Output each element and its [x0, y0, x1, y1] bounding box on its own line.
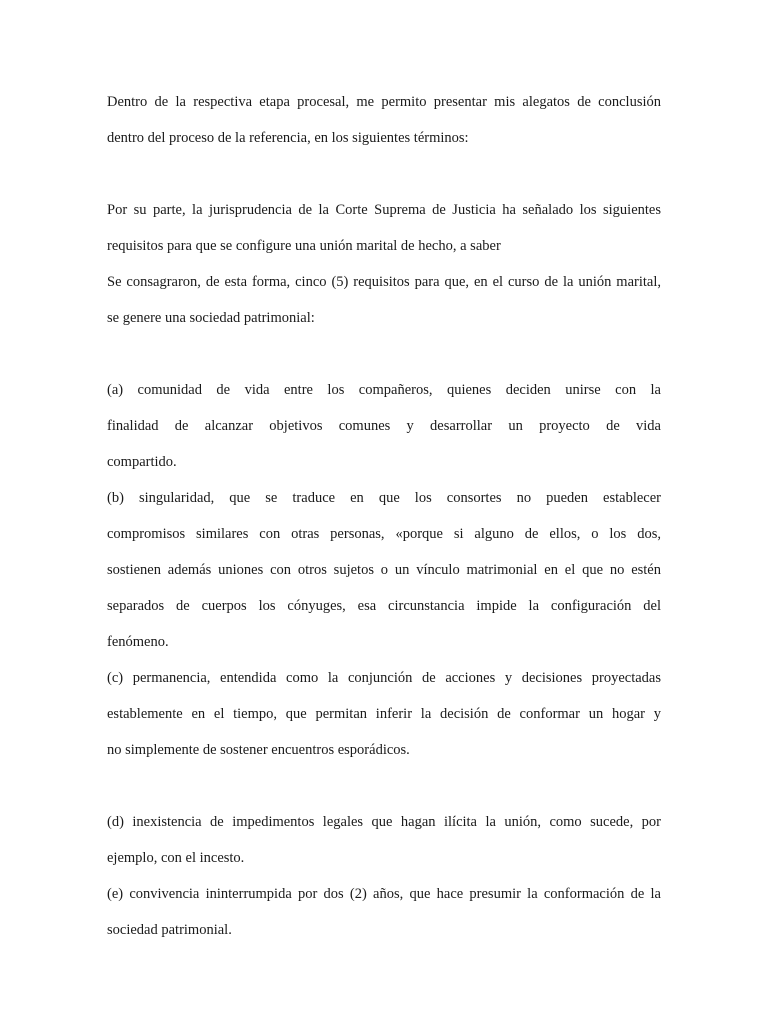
- text-line: fenómeno.: [107, 634, 169, 650]
- requirement-item-d: [107, 804, 661, 876]
- text-line: (e) convivencia ininterrumpida por dos (2) años, que hace presumir la conformación de la: [107, 886, 661, 902]
- text-line: Dentro de la respectiva etapa procesal, me permito presentar mis alegatos de conclusión: [107, 94, 661, 110]
- consagraron-paragraph: [107, 264, 661, 336]
- text-line: sostienen además uniones con otros sujetos o un vínculo matrimonial en el que no estén: [107, 562, 661, 578]
- text-line: no simplemente de sostener encuentros esporádicos.: [107, 742, 410, 758]
- text-line: (d) inexistencia de impedimentos legales que hagan ilícita la unión, como sucede, por: [107, 814, 661, 830]
- paragraph-gap: [107, 336, 661, 372]
- text-line: (c) permanencia, entendida como la conjunción de acciones y decisiones proyectadas: [107, 670, 661, 686]
- jurisprudence-paragraph: [107, 192, 661, 264]
- paragraph-gap: [107, 156, 661, 192]
- text-line: (b) singularidad, que se traduce en que los consortes no pueden establecer: [107, 490, 661, 506]
- requirement-item-b: [107, 480, 661, 660]
- text-line: (a) comunidad de vida entre los compañeros, quienes deciden unirse con la: [107, 382, 661, 398]
- text-line: sociedad patrimonial.: [107, 922, 232, 938]
- text-line: compartido.: [107, 454, 177, 470]
- text-line: requisitos para que se configure una unión marital de hecho, a saber: [107, 238, 501, 254]
- requirement-item-a: [107, 372, 661, 480]
- document-page: [107, 84, 661, 948]
- text-line: ejemplo, con el incesto.: [107, 850, 245, 866]
- text-line: compromisos similares con otras personas, «porque si alguno de ellos, o los dos,: [107, 526, 661, 542]
- text-line: Se consagraron, de esta forma, cinco (5) requisitos para que, en el curso de la unión marital,: [107, 274, 661, 290]
- requirement-item-c: [107, 660, 661, 768]
- text-line: establemente en el tiempo, que permitan inferir la decisión de conformar un hogar y: [107, 706, 661, 722]
- text-line: dentro del proceso de la referencia, en los siguientes términos:: [107, 130, 469, 146]
- text-line: finalidad de alcanzar objetivos comunes y desarrollar un proyecto de vida: [107, 418, 661, 434]
- intro-paragraph: [107, 84, 661, 156]
- text-line: separados de cuerpos los cónyuges, esa circunstancia impide la configuración del: [107, 598, 661, 614]
- requirement-item-e: [107, 876, 661, 948]
- text-line: Por su parte, la jurisprudencia de la Corte Suprema de Justicia ha señalado los siguientes: [107, 202, 661, 218]
- paragraph-gap: [107, 768, 661, 804]
- text-line: se genere una sociedad patrimonial:: [107, 310, 315, 326]
